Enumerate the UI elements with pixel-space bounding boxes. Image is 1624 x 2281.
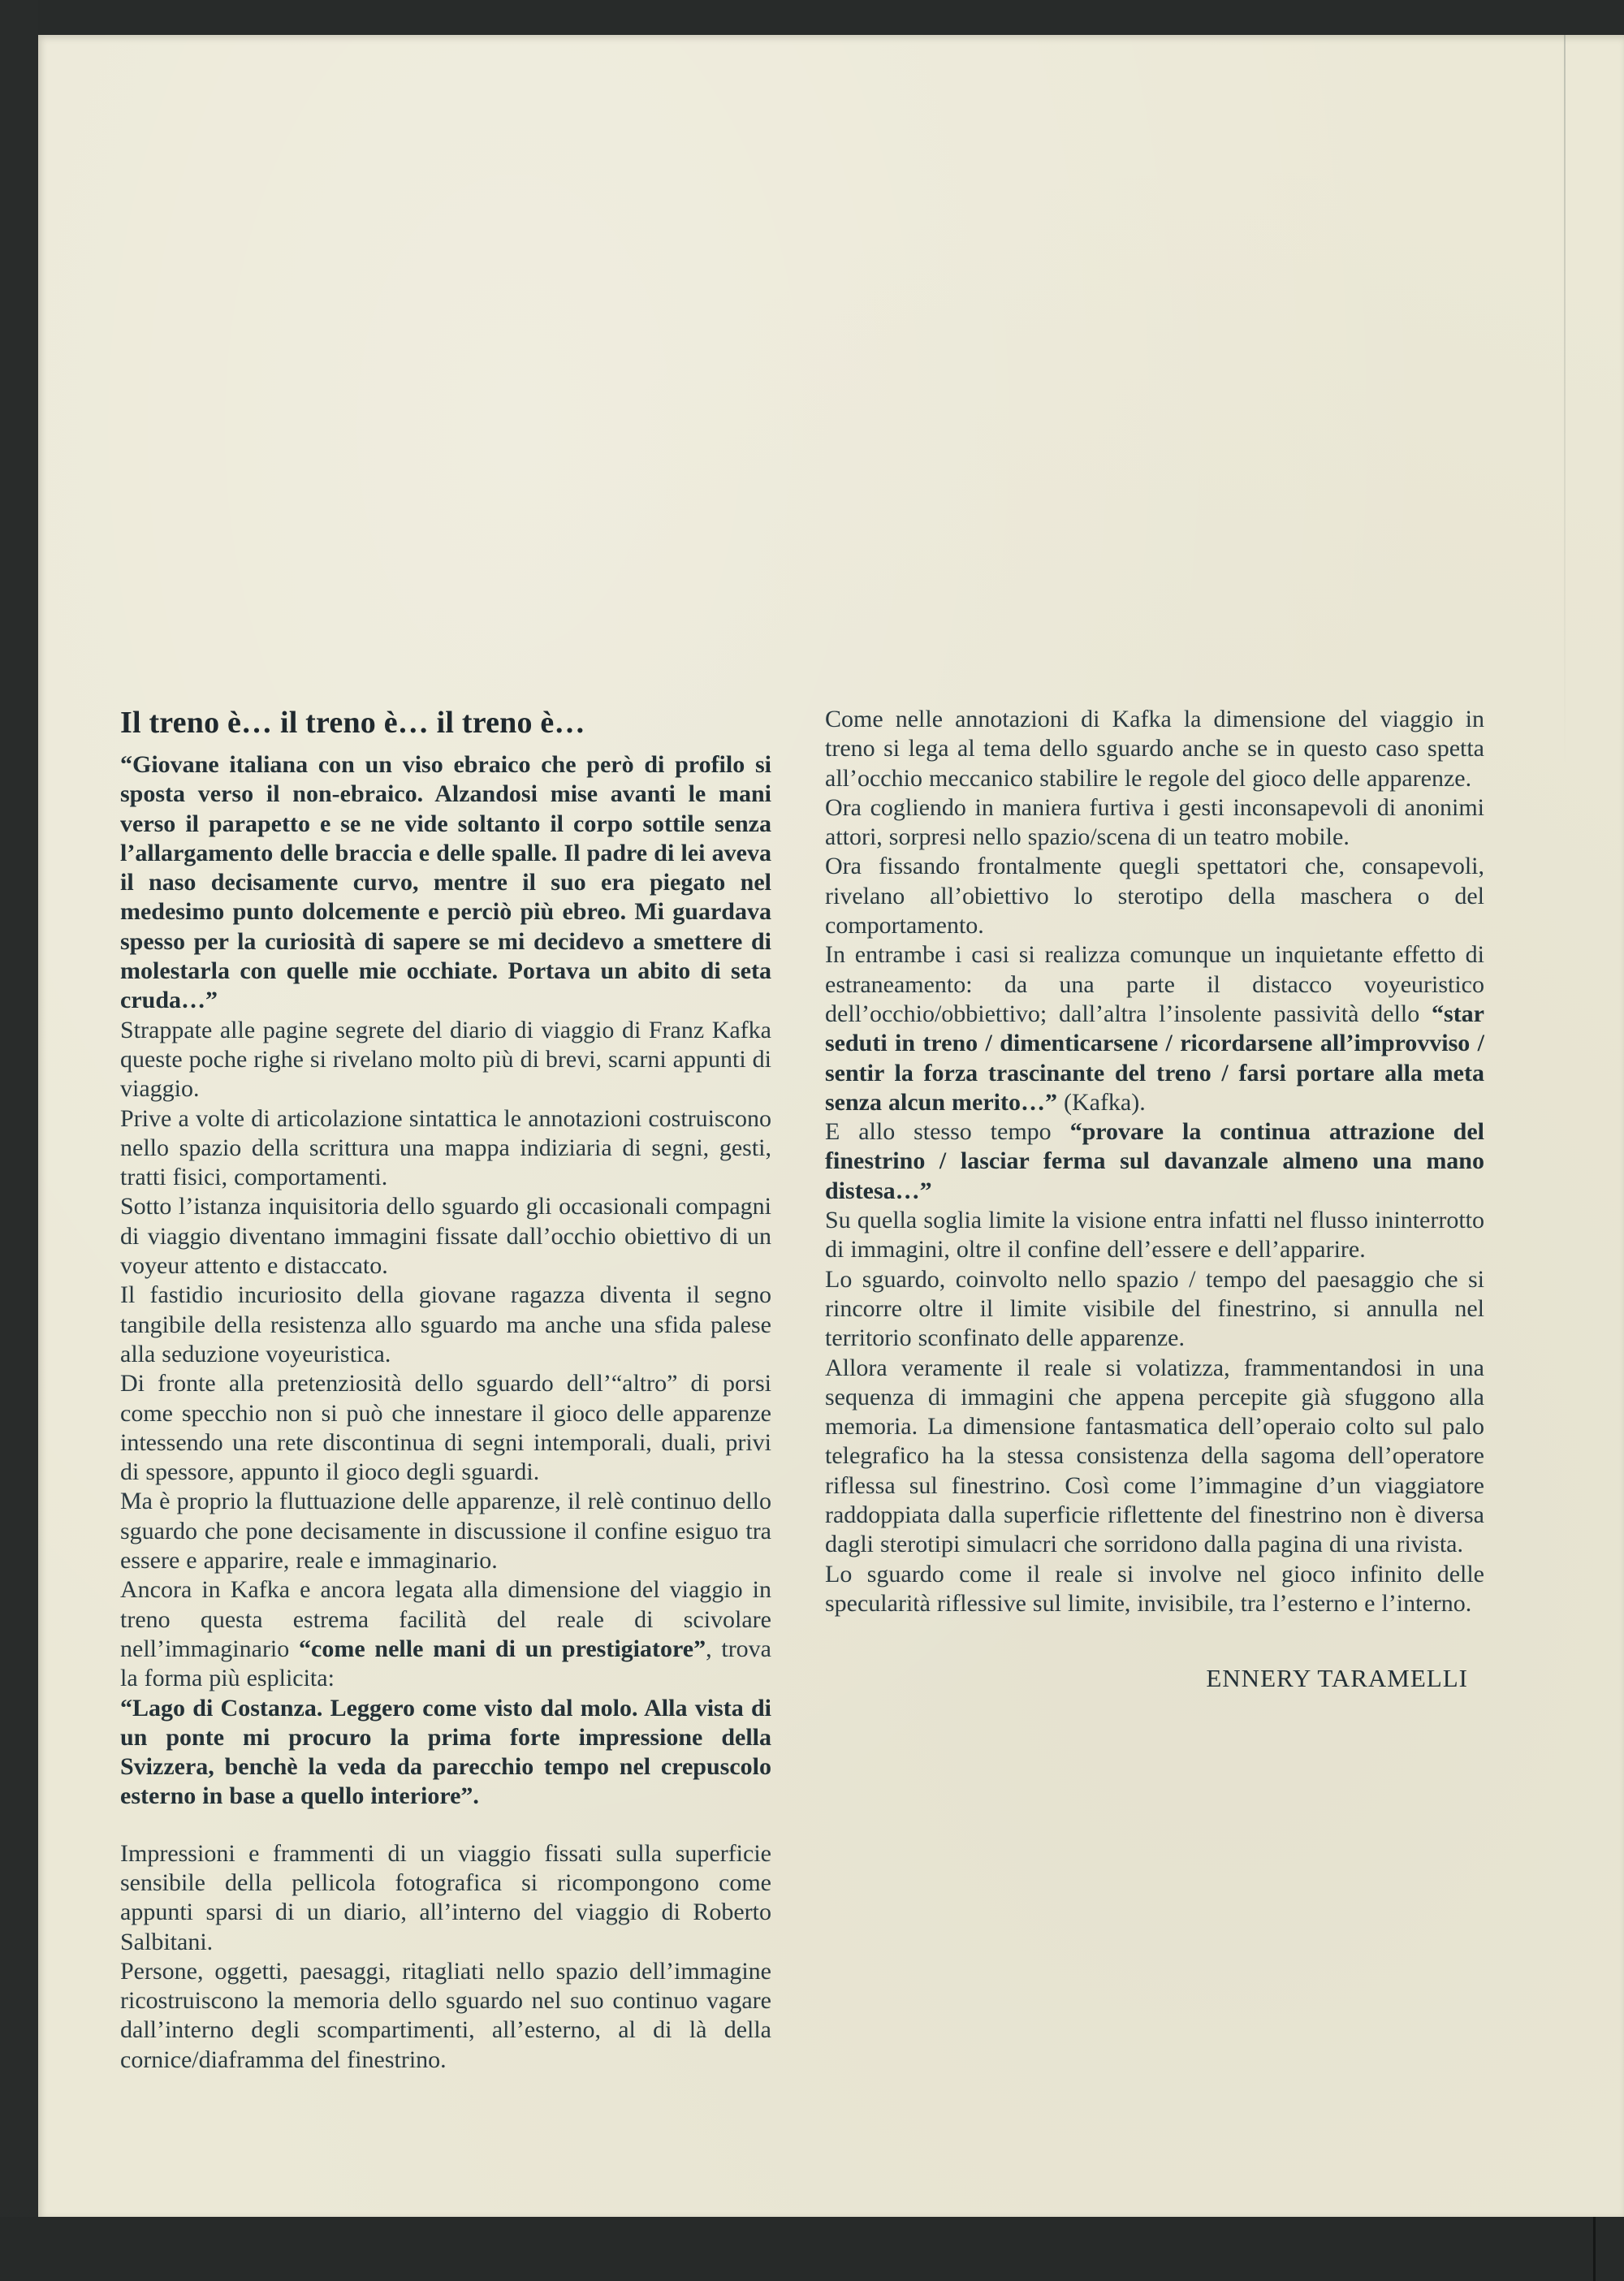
scan-border-left: [0, 0, 38, 2281]
paragraph: [825, 1206, 1484, 1265]
article-title: Il treno è… il treno è… il treno è…: [120, 706, 585, 740]
paragraph: [120, 1487, 771, 1575]
paragraph: [825, 1560, 1484, 1619]
text-run: Ma è proprio la fluttuazione delle apparenze, il relè continuo dello sguardo che pone decisamente in discussione il confine esiguo tra essere e apparire, reale e immaginario.: [120, 1488, 771, 1575]
paragraph: [120, 1369, 771, 1487]
paragraph: [120, 1839, 771, 1957]
text-run: Lo sguardo, coinvolto nello spazio / tempo del paesaggio che si rincorre oltre il limite visibile del finestrino, si annulla nel territorio sconfinato delle apparenze.: [825, 1265, 1484, 1352]
text-run: Lo sguardo come il reale si involve nel gioco infinito delle specularità riflessive sul limite, invisibile, tra l’esterno e l’interno.: [825, 1560, 1484, 1617]
paragraph: [120, 1575, 771, 1693]
bold-text-run: “come nelle mani di un prestigiatore”: [299, 1635, 706, 1662]
text-run: Prive a volte di articolazione sintattica le annotazioni costruiscono nello spazio della scrittura una mappa indiziaria di segni, gesti, tratti fisici, comportamenti.: [120, 1104, 771, 1191]
text-run: In entrambe i casi si realizza comunque un inquietante effetto di estraneamento: da una parte il distacco voyeuristico dell’occhio/obbiettivo; dall’altra l’insolente passività dello: [825, 941, 1484, 1027]
paragraph: [120, 750, 771, 1016]
text-run: Ora fissando frontalmente quegli spettatori che, consapevoli, rivelano all’obiettivo lo sterotipo della maschera o del comportamento.: [825, 853, 1484, 940]
paragraph: [120, 1694, 771, 1812]
right-column: [825, 705, 1484, 1693]
bold-text-run: “provare la continua attrazione del finestrino / lasciar ferma sul davanzale almeno una mano distesa…”: [825, 1118, 1484, 1204]
text-run: Strappate alle pagine segrete del diario di viaggio di Franz Kafka queste poche righe si rivelano molto più di brevi, scarni appunti di viaggio.: [120, 1016, 771, 1103]
paragraph: [120, 1957, 771, 2075]
paper-crease: [1564, 35, 1566, 766]
left-paragraphs: [120, 750, 771, 2075]
text-run: Sotto l’istanza inquisitoria dello sguardo gli occasionali compagni di viaggio diventano immagini fissate dall’occhio obiettivo di un voyeur attento e distaccato.: [120, 1193, 771, 1280]
paper-crease-bottom: [1593, 2217, 1596, 2281]
paragraph: [825, 705, 1484, 793]
author-signature: ENNERY TARAMELLI: [1206, 1664, 1468, 1693]
scan-border-top: [0, 0, 1624, 35]
text-run: Su quella soglia limite la visione entra infatti nel flusso ininterrotto di immagini, oltre il confine dell’essere e dell’apparire.: [825, 1207, 1484, 1264]
text-run: Come nelle annotazioni di Kafka la dimensione del viaggio in treno si lega al tema dello sguardo anche se in questo caso spetta all’occhio meccanico stabilire le regole del gioco delle apparenze.: [825, 706, 1484, 792]
left-column: [120, 705, 771, 2075]
text-run: Di fronte alla pretenziosità dello sguardo dell’“altro” di porsi come specchio non si può che innestare il gioco delle apparenze intessendo una rete discontinua di segni intemporali, duali, privi di spessore, appunto il gioco degli sguardi.: [120, 1370, 771, 1486]
paragraph: [120, 1016, 771, 1104]
scan-border-bottom: [0, 2217, 1624, 2281]
text-run: Il fastidio incuriosito della giovane ragazza diventa il segno tangibile della resistenza allo sguardo ma anche una sfida palese alla seduzione voyeuristica.: [120, 1281, 771, 1367]
paragraph: [825, 1354, 1484, 1560]
paragraph: [120, 1104, 771, 1193]
paragraph: [120, 1192, 771, 1281]
right-paragraphs: [825, 705, 1484, 1618]
paragraph: [825, 1117, 1484, 1206]
text-run: Allora veramente il reale si volatizza, frammentandosi in una sequenza di immagini che appena percepite già sfuggono alla memoria. La dimensione fantasmatica dell’operaio colto sul palo telegrafico ha la stessa consistenza della sagoma dell’operatore riflessa sul finestrino. Così come l’immagine d’un viaggiatore raddoppiata dalla superficie riflettente del finestrino non è diversa dagli sterotipi simulacri che sorridono dalla pagina di una rivista.: [825, 1354, 1484, 1558]
text-run: Impressioni e frammenti di un viaggio fissati sulla superficie sensibile della pellicola fotografica si ricompongono come appunti sparsi di un diario, all’interno del viaggio di Roberto Salbitani.: [120, 1839, 771, 1955]
bold-text-run: “Lago di Costanza. Leggero come visto dal molo. Alla vista di un ponte mi procuro la prima forte impressione della Svizzera, benchè la veda da parecchio tempo nel crepuscolo esterno in base a quello interiore”.: [120, 1694, 771, 1810]
text-run: , trova la forma più esplicita:: [120, 1635, 772, 1692]
text-run: (Kafka).: [1056, 1088, 1146, 1116]
text-run: Ancora in Kafka e ancora legata alla dimensione del viaggio in treno questa estrema facilità del reale di scivolare nell’immaginario: [120, 1576, 771, 1662]
text-run: Ora cogliendo in maniera furtiva i gesti inconsapevoli di anonimi attori, sorpresi nello spazio/scena di un teatro mobile.: [825, 793, 1484, 851]
text-run: E allo stesso tempo: [825, 1118, 1070, 1146]
paragraph: [825, 940, 1484, 1117]
bold-text-run: “Giovane italiana con un viso ebraico che però di profilo si sposta verso il non-ebraico. Alzandosi mise avanti le mani verso il parapetto e se ne vide soltanto il corpo sottile senza l’allargamento delle braccia e delle spalle. Il padre di lei aveva il naso decisamente curvo, mentre il suo era piegato nel medesimo punto dolcemente e perciò più ebreo. Mi guardava spesso per la curiosità di sapere se mi decidevo a smettere di molestarla con quelle mie occhiate. Portava un abito di seta cruda…”: [120, 751, 771, 1014]
bold-text-run: “star seduti in treno / dimenticarsene / ricordarsene all’improvviso / sentir la forza trascinante del treno / farsi portare alla meta senza alcun merito…”: [825, 1000, 1484, 1116]
paragraph: [825, 852, 1484, 940]
paragraph: [825, 1265, 1484, 1354]
paragraph: [825, 793, 1484, 853]
text-run: Persone, oggetti, paesaggi, ritagliati nello spazio dell’immagine ricostruiscono la memoria dello sguardo nel suo continuo vagare dall’interno degli scompartimenti, all’esterno, al di là della cornice/diaframma del finestrino.: [120, 1957, 771, 2073]
paragraph: [120, 1281, 771, 1369]
